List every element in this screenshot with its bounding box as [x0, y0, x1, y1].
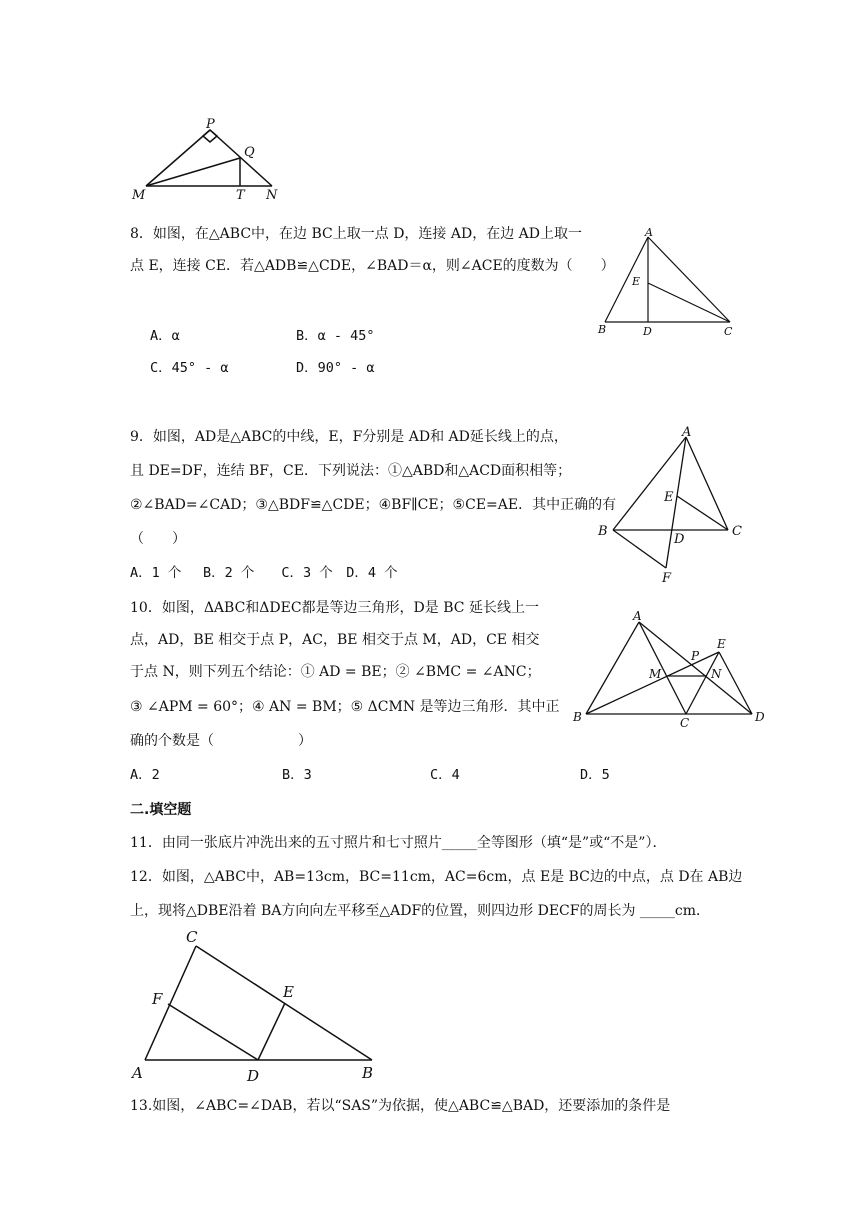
label-E: E — [664, 490, 674, 505]
label-P: P — [691, 649, 700, 663]
q13-text: 13.如图，∠ABC=∠DAB，若以“SAS”为依据，使△ABC≌△BAD，还要添加的条件是 — [130, 1098, 671, 1114]
section-title: 二.填空题 — [130, 802, 192, 818]
q9-line4: （ ） — [130, 531, 186, 547]
label-C: C — [732, 524, 742, 539]
q8-option-a: A．α — [150, 328, 180, 344]
q10-line4: ③ ∠APM = 60°；④ AN = BM；⑤ ΔCMN 是等边三角形．其中正 — [130, 699, 560, 715]
q10-option-b: B．3 — [282, 767, 312, 783]
q8-line1: 8．如图，在△ABC中，在边 BC上取一点 D，连接 AD，在边 AD上取一 — [130, 226, 582, 242]
q8-line2: 点 E，连接 CE．若△ADB≌△CDE，∠BAD＝α，则∠ACE的度数为（ ） — [130, 258, 615, 274]
q10-option-d: D．5 — [580, 767, 610, 783]
q9-options: A．1 个 B．2 个 C．3 个 D．4 个 — [130, 565, 398, 581]
label-A: A — [633, 609, 642, 623]
q8-option-b: B．α - 45° — [296, 328, 375, 344]
label-M: M — [649, 667, 662, 681]
label-A: A — [645, 226, 653, 239]
label-E: E — [632, 275, 641, 288]
q8-option-c: C．45° - α — [150, 360, 229, 376]
q11-text: 11．由同一张底片冲洗出来的五寸照片和七寸照片_____全等图形（填“是”或“不是”）． — [130, 835, 667, 851]
label-N: N — [266, 188, 278, 203]
q12-line1: 12．如图，△ABC中，AB=13cm，BC=11cm，AC=6cm，点 E是 BC边的中点，点 D在 AB边 — [130, 869, 743, 885]
q10-line2: 点，AD，BE 相交于点 P，AC，BE 相交于点 M，AD，CE 相交 — [130, 632, 540, 648]
q9-line2: 且 DE=DF，连结 BF，CE．下列说法：①△ABD和△ACD面积相等； — [130, 463, 572, 479]
label-B: B — [598, 524, 608, 539]
q10-option-c: C．4 — [430, 767, 460, 783]
q9-line1: 9．如图，AD是△ABC的中线，E，F分别是 AD和 AD延长线上的点， — [130, 429, 568, 445]
label-B: B — [362, 1064, 374, 1082]
label-E: E — [717, 637, 726, 651]
label-F: F — [152, 990, 163, 1008]
label-E: E — [283, 983, 294, 1001]
label-N: N — [711, 667, 722, 681]
label-P: P — [206, 117, 215, 132]
label-C: C — [186, 928, 198, 946]
label-D: D — [643, 325, 652, 338]
q10-option-a: A．2 — [130, 767, 160, 783]
label-M: M — [132, 188, 146, 203]
label-C: C — [680, 716, 690, 730]
q12-line2: 上，现将△DBE沿着 BA方向向左平移至△ADF的位置，则四边形 DECF的周长为 _____cm． — [130, 903, 711, 919]
label-A: A — [682, 425, 692, 440]
q9-line3: ②∠BAD=∠CAD；③△BDF≌△CDE；④BF∥CE；⑤CE=AE．其中正确的有 — [130, 497, 617, 513]
q10-line3: 于点 N，则下列五个结论：① AD = BE；② ∠BMC = ∠ANC； — [130, 664, 541, 680]
label-B: B — [573, 710, 582, 724]
label-B: B — [598, 323, 607, 336]
label-D: D — [247, 1067, 260, 1085]
label-D: D — [674, 532, 685, 547]
q10-line5: 确的个数是（ ） — [130, 733, 312, 749]
label-Q: Q — [244, 145, 255, 160]
label-C: C — [724, 325, 733, 338]
label-D: D — [755, 710, 765, 724]
label-T: T — [236, 188, 245, 203]
q8-option-d: D．90° - α — [296, 360, 375, 376]
label-A: A — [132, 1064, 143, 1082]
q10-line1: 10．如图，ΔABC和ΔDEC都是等边三角形，D是 BC 延长线上一 — [130, 600, 539, 616]
label-F: F — [662, 571, 672, 586]
